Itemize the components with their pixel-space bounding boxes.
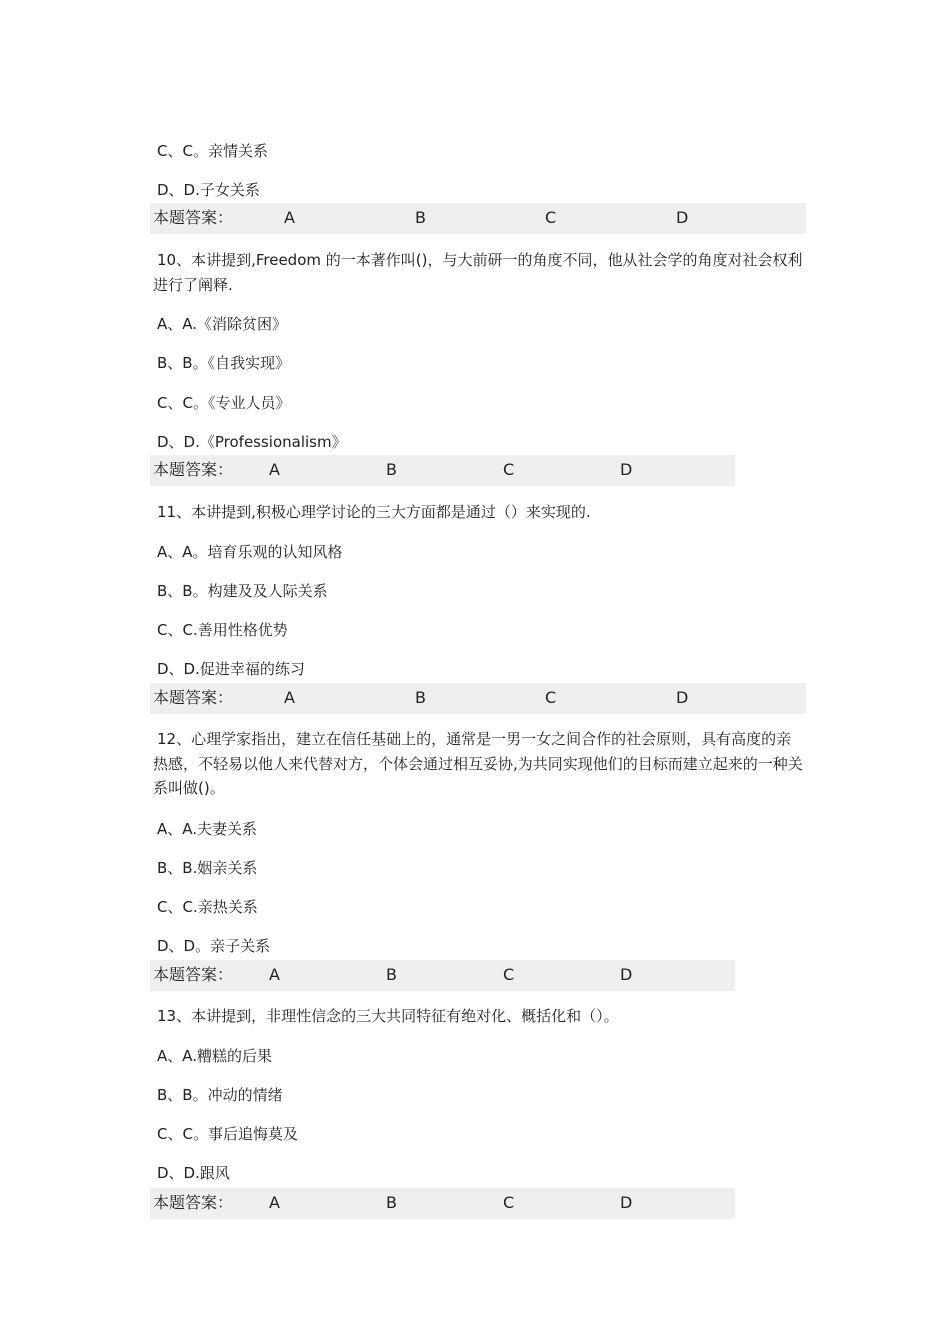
q10-option-c: C、C。《专业人员》 (157, 394, 291, 412)
answer-option-a: A (269, 1193, 280, 1212)
q11-answer-row (150, 683, 806, 714)
answer-label: 本题答案： (153, 1193, 234, 1212)
answer-row (150, 203, 806, 234)
answer-option-b: B (386, 460, 397, 479)
q11-option-d: D、D.促进幸福的练习 (157, 660, 305, 678)
answer-label: 本题答案： (153, 688, 234, 707)
q11-option-b: B、B。构建及及人际关系 (157, 582, 328, 600)
answer-option-c: C (503, 460, 515, 479)
q13-answer-row (150, 1188, 735, 1219)
answer-option-b: B (386, 965, 397, 984)
question-13-text: 13、本讲提到，非理性信念的三大共同特征有绝对化、概括化和（）。 (157, 1007, 619, 1025)
answer-option-a: A (269, 460, 280, 479)
question-11-text: 11、本讲提到,积极心理学讨论的三大方面都是通过（）来实现的. (157, 503, 591, 521)
question-13-stem (153, 1004, 803, 1029)
question-12-stem (153, 727, 803, 801)
q13-option-c: C、C。事后追悔莫及 (157, 1125, 298, 1143)
option-c: C、C。亲情关系 (157, 142, 268, 160)
answer-option-d: D (620, 965, 633, 984)
q12-answer-row (150, 960, 735, 991)
q12-option-b: B、B.姻亲关系 (157, 859, 258, 877)
answer-label: 本题答案： (153, 460, 234, 479)
q12-option-d: D、D。亲子关系 (157, 937, 271, 955)
q13-option-b: B、B。冲动的情绪 (157, 1086, 283, 1104)
answer-option-b: B (386, 1193, 397, 1212)
question-11-stem (153, 500, 803, 525)
q13-option-a: A、A.糟糕的后果 (157, 1047, 273, 1065)
q13-option-d: D、D.跟风 (157, 1164, 230, 1182)
answer-option-b: B (415, 208, 426, 227)
answer-option-d: D (620, 460, 633, 479)
answer-label: 本题答案： (153, 208, 234, 227)
answer-option-d: D (620, 1193, 633, 1212)
q12-option-c: C、C.亲热关系 (157, 898, 258, 916)
answer-option-a: A (284, 208, 295, 227)
question-10-stem (153, 248, 803, 297)
q11-option-c: C、C.善用性格优势 (157, 621, 288, 639)
q10-answer-row (150, 455, 735, 486)
answer-label: 本题答案： (153, 965, 234, 984)
option-d: D、D.子女关系 (157, 181, 260, 199)
answer-option-c: C (503, 1193, 515, 1212)
q10-option-b: B、B。《自我实现》 (157, 354, 291, 372)
q11-option-a: A、A。培育乐观的认知风格 (157, 543, 343, 561)
q10-option-a: A、A.《消除贫困》 (157, 315, 288, 333)
answer-option-b: B (415, 688, 426, 707)
q12-option-a: A、A.夫妻关系 (157, 820, 258, 838)
question-12-text: 12、心理学家指出，建立在信任基础上的，通常是一男一女之间合作的社会原则，具有高度的亲热感，不轻易以他人来代替对方，个体会通过相互妥协,为共同实现他们的目标而建立起来的一种关系叫做()。 (153, 730, 803, 797)
answer-option-c: C (545, 208, 557, 227)
answer-option-a: A (269, 965, 280, 984)
answer-option-d: D (676, 208, 689, 227)
answer-option-c: C (545, 688, 557, 707)
answer-option-d: D (676, 688, 689, 707)
question-10-text: 10、本讲提到,Freedom 的一本著作叫()，与大前研一的角度不同，他从社会学的角度对社会权利进行了阐释. (153, 251, 803, 294)
answer-option-c: C (503, 965, 515, 984)
answer-option-a: A (284, 688, 295, 707)
q10-option-d: D、D.《Professionalism》 (157, 433, 347, 451)
